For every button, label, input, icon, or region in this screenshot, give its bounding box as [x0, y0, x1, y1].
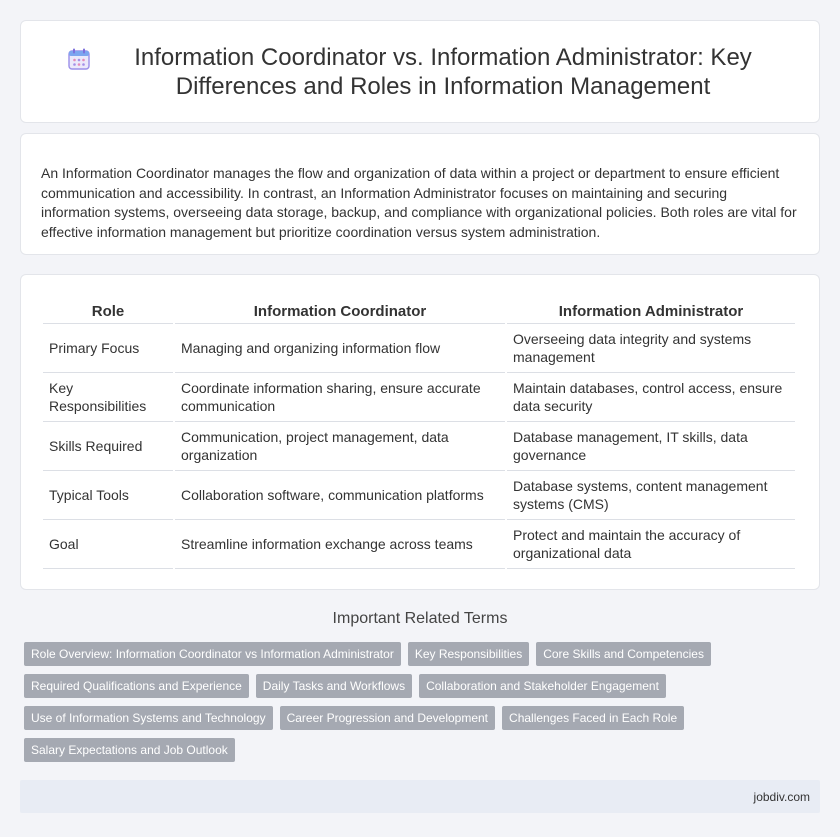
intro-card [20, 133, 820, 255]
administrator-cell: Database systems, content management systems (CMS) [507, 471, 795, 520]
administrator-cell: Database management, IT skills, data governance [507, 422, 795, 471]
coordinator-cell: Coordinate information sharing, ensure accurate communication [175, 373, 505, 422]
related-terms-heading: Important Related Terms [332, 610, 508, 627]
page-title: Information Coordinator vs. Information Administrator: Key Differences and Roles in Information Management [134, 43, 752, 100]
related-terms-tags [20, 642, 820, 762]
related-term-tag[interactable]: Collaboration and Stakeholder Engagement [419, 674, 666, 698]
administrator-cell: Maintain databases, control access, ensure data security [507, 373, 795, 422]
footer-site-link[interactable]: jobdiv.com [753, 789, 810, 804]
related-term-tag[interactable]: Salary Expectations and Job Outlook [24, 738, 235, 762]
header-role: Role [43, 297, 173, 324]
table-row [43, 373, 795, 422]
related-term-tag[interactable]: Challenges Faced in Each Role [502, 706, 684, 730]
administrator-cell: Protect and maintain the accuracy of organizational data [507, 520, 795, 569]
row-label: Goal [43, 520, 173, 569]
coordinator-cell: Managing and organizing information flow [175, 324, 505, 373]
table-row [43, 422, 795, 471]
related-term-tag[interactable]: Career Progression and Development [280, 706, 495, 730]
row-label: Primary Focus [43, 324, 173, 373]
comparison-table-card [20, 274, 820, 590]
related-terms-section [20, 610, 820, 762]
calendar-icon [67, 47, 91, 71]
intro-paragraph: An Information Coordinator manages the flow and organization of data within a project or department to ensure efficient communication and accessibility. In contrast, an Information Administrator focuses on maintaining and securing information systems, overseeing data storage, backup, and compliance with organizational policies. Both roles are vital for effective information management but prioritize coordination versus system administration. [41, 165, 797, 240]
table-row [43, 324, 795, 373]
comparison-table [41, 297, 797, 569]
row-label: Skills Required [43, 422, 173, 471]
administrator-cell: Overseeing data integrity and systems management [507, 324, 795, 373]
table-row [43, 471, 795, 520]
header-information-coordinator: Information Coordinator [175, 297, 505, 324]
header-information-administrator: Information Administrator [507, 297, 795, 324]
footer [20, 780, 820, 813]
table-row [43, 520, 795, 569]
row-label: Typical Tools [43, 471, 173, 520]
related-term-tag[interactable]: Required Qualifications and Experience [24, 674, 249, 698]
related-term-tag[interactable]: Use of Information Systems and Technology [24, 706, 273, 730]
related-term-tag[interactable]: Core Skills and Competencies [536, 642, 711, 666]
row-label: Key Responsibilities [43, 373, 173, 422]
related-term-tag[interactable]: Role Overview: Information Coordinator vs Information Administrator [24, 642, 401, 666]
coordinator-cell: Communication, project management, data organization [175, 422, 505, 471]
coordinator-cell: Collaboration software, communication platforms [175, 471, 505, 520]
header-card [20, 20, 820, 123]
title-row [67, 43, 773, 101]
table-header-row [43, 297, 795, 324]
related-term-tag[interactable]: Daily Tasks and Workflows [256, 674, 412, 698]
related-term-tag[interactable]: Key Responsibilities [408, 642, 529, 666]
coordinator-cell: Streamline information exchange across teams [175, 520, 505, 569]
